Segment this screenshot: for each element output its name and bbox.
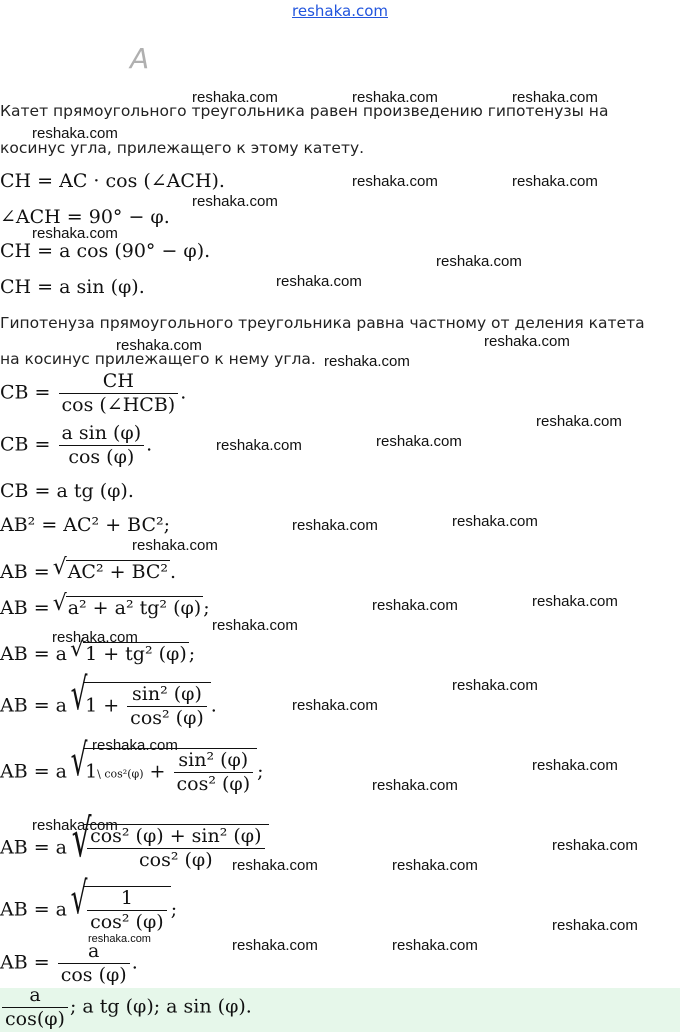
numerator: sin² (φ): [132, 683, 202, 705]
paragraph-2-line-2: на косинус прилежащего к нему угла.: [0, 350, 316, 368]
fraction: [127, 685, 207, 728]
radicand: AC² + BC²: [67, 561, 169, 583]
watermark: reshaka.com: [192, 193, 278, 210]
watermark: reshaka.com: [372, 597, 458, 614]
denominator: cos² (φ): [87, 848, 264, 870]
numerator: a: [29, 984, 41, 1006]
watermark: reshaka.com: [392, 857, 478, 874]
watermark: reshaka.com: [292, 517, 378, 534]
formula-ch-sin: CH = a sin (φ).: [0, 276, 145, 298]
watermark: reshaka.com: [116, 337, 202, 354]
radicand-one: 1: [85, 760, 98, 783]
radical: [83, 682, 211, 728]
watermark: reshaka.com: [132, 537, 218, 554]
numerator: √ cos² (φ) + sin² (φ): [90, 825, 262, 847]
denominator: cos (∠HCB): [59, 393, 179, 415]
radical: [83, 748, 257, 794]
lhs: CB =: [0, 381, 51, 404]
lhs: AB = a: [0, 836, 68, 859]
numerator: sin² (φ): [178, 749, 249, 771]
numerator: a: [88, 940, 100, 962]
paragraph-1-line-1: Катет прямоугольного треугольника равен произведению гипотенузы на: [0, 102, 609, 120]
watermark: reshaka.com: [232, 937, 318, 954]
fraction: [87, 889, 167, 932]
watermark: reshaka.com: [536, 413, 622, 430]
numerator: a sin (φ): [61, 422, 142, 444]
formula-ab-sqrt-one-over-cos: AB = a √ $\frac{1}{\text{cos² (φ)}}$ ;: [0, 886, 177, 932]
answer-rest: ; a tg (φ); a sin (φ).: [69, 995, 252, 1018]
fraction: [58, 942, 130, 985]
formula-ab-sqrt-one-cos: AB = a √ 1\ cos²(φ) + $\frac{\text{sin² (φ)}}{\text{cos² (φ)}}$ ;: [0, 748, 264, 794]
formula-ch-cos-90: CH = a cos (90° − φ).: [0, 240, 211, 262]
fraction: [59, 372, 179, 415]
watermark: reshaka.com: [92, 737, 178, 754]
lhs: AB = a: [0, 760, 68, 783]
formula-ab-sqrt-sum: AB = √ AC² + BC² .: [0, 560, 176, 582]
watermark: reshaka.com: [52, 629, 138, 646]
lhs: AB = a: [0, 643, 68, 665]
answer-fraction: [2, 986, 68, 1029]
section-heading: A: [130, 42, 150, 75]
watermark: reshaka.com: [532, 593, 618, 610]
watermark: reshaka.com: [292, 697, 378, 714]
denominator: cos(φ): [2, 1007, 68, 1029]
paragraph-2-line-1: Гипотенуза прямоугольного треугольника равна частному от деления катета: [0, 314, 645, 332]
watermark: reshaka.com: [552, 917, 638, 934]
site-link[interactable]: reshaka.com: [292, 2, 388, 20]
formula-cb-asin-over-cos: CB = $\frac{\text{a sin (φ)}}{\cos (\varphi)}$ .: [0, 422, 153, 468]
watermark: reshaka.com: [32, 225, 118, 242]
lhs: AB =: [0, 561, 50, 583]
denominator: cos² (φ): [87, 910, 167, 932]
radical: [66, 560, 170, 582]
formula-ab-sqrt-sin-cos: AB = a √ 1 + $\frac{\text{sin² (φ)}}{\text{cos² (φ)}}$ .: [0, 682, 217, 728]
watermark: reshaka.com: [532, 757, 618, 774]
watermark: reshaka.com: [32, 125, 118, 142]
watermark: reshaka.com: [212, 617, 298, 634]
watermark: reshaka.com: [484, 333, 570, 350]
lhs: CB =: [0, 433, 51, 456]
lhs: AB =: [0, 597, 50, 619]
radicand-small: \ cos²(φ): [97, 767, 144, 781]
radical: [66, 596, 204, 618]
lhs: AB = a: [0, 898, 68, 921]
formula-ch-cos: CH = AC · cos (∠ACH).: [0, 170, 225, 192]
watermark: reshaka.com: [352, 89, 438, 106]
watermark: reshaka.com: [324, 353, 410, 370]
plus-sign: +: [149, 760, 166, 783]
fraction: [59, 424, 145, 467]
denominator: cos (φ): [58, 963, 130, 985]
watermark: reshaka.com: [88, 933, 151, 945]
formula-ab-a-over-cos: AB = $\frac{a}{\cos (\varphi)}$ .: [0, 940, 138, 986]
fraction: [174, 751, 254, 794]
watermark: reshaka.com: [452, 513, 538, 530]
formula-ab-squared: AB² = AC² + BC²;: [0, 514, 171, 536]
watermark: reshaka.com: [276, 273, 362, 290]
paragraph-1-line-2: косинус угла, прилежащего к этому катету.: [0, 139, 365, 157]
watermark: reshaka.com: [512, 173, 598, 190]
lhs: AB = a: [0, 694, 68, 717]
formula-angle-ach: ∠ACH = 90° − φ.: [0, 206, 170, 228]
formula-cb-tg: CB = a tg (φ).: [0, 480, 134, 502]
watermark: reshaka.com: [376, 433, 462, 450]
radical: [83, 886, 171, 932]
watermark: reshaka.com: [232, 857, 318, 874]
watermark: reshaka.com: [452, 677, 538, 694]
radicand: a² + a² tg² (φ): [67, 597, 202, 619]
formula-ab-sqrt-a-tg: AB = √ a² + a² tg² (φ) ;: [0, 596, 210, 618]
watermark: reshaka.com: [192, 89, 278, 106]
watermark: reshaka.com: [216, 437, 302, 454]
numerator: √ 1: [120, 887, 133, 909]
watermark: reshaka.com: [352, 173, 438, 190]
answer-line: [0, 986, 252, 1029]
denominator: cos² (φ): [174, 772, 254, 794]
denominator: cos (φ): [59, 445, 145, 467]
lhs: AB =: [0, 951, 50, 974]
watermark: reshaka.com: [372, 777, 458, 794]
numerator: CH: [102, 370, 134, 392]
formula-cb-ch-over-cos: CB = $\frac{CH}{\text{cos (∠HCB)}}$ .: [0, 370, 187, 416]
watermark: reshaka.com: [392, 937, 478, 954]
radicand: 1 + tg² (φ): [85, 643, 187, 665]
watermark: reshaka.com: [436, 253, 522, 270]
watermark: reshaka.com: [32, 817, 118, 834]
denominator: cos² (φ): [127, 706, 207, 728]
watermark: reshaka.com: [512, 89, 598, 106]
radicand-prefix: 1 +: [85, 694, 120, 717]
watermark: reshaka.com: [552, 837, 638, 854]
formula-ab-a-sqrt-tg: AB = a √ 1 + tg² (φ) ;: [0, 642, 195, 664]
